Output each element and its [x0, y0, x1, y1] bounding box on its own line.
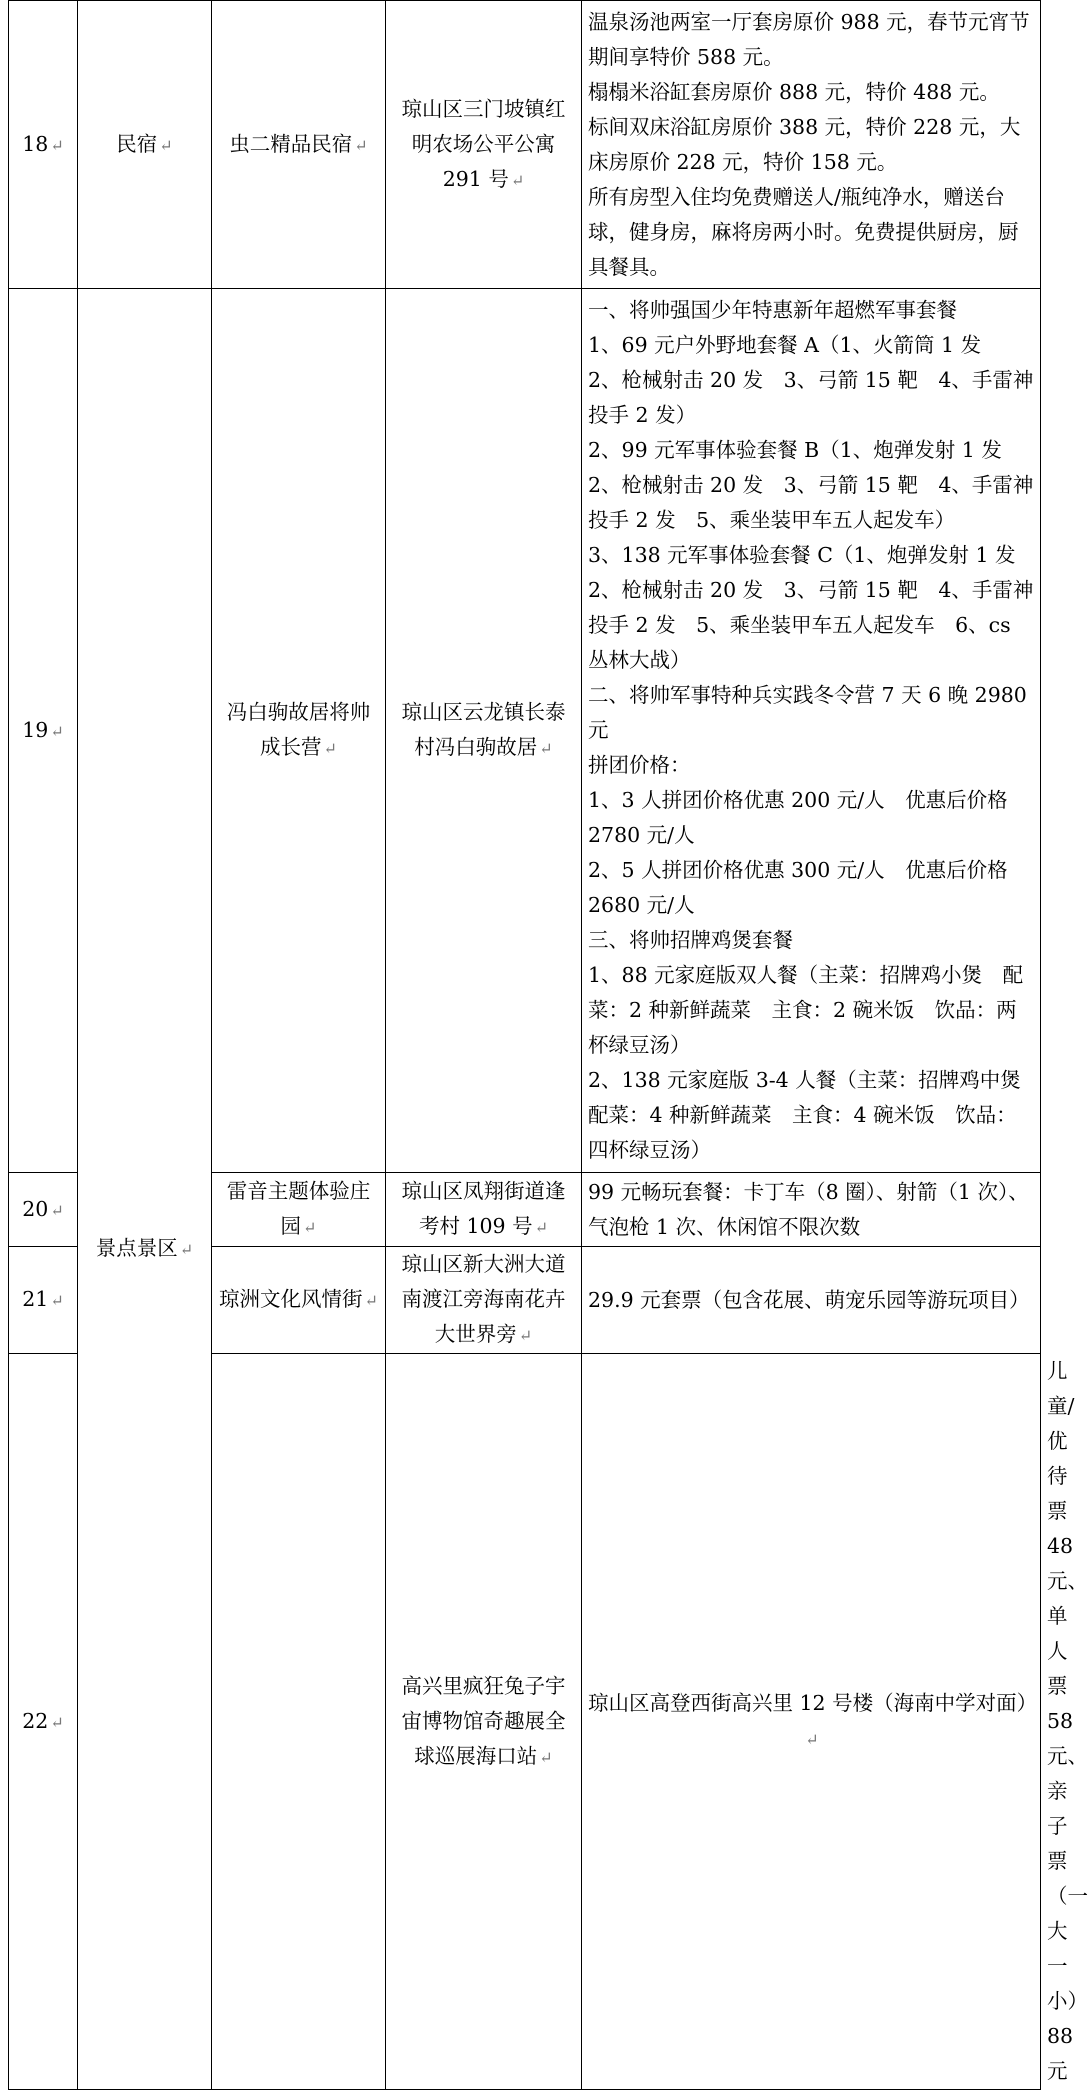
venue-name: 高兴里疯狂兔子宇宙博物馆奇趣展全球巡展海口站	[401, 1673, 566, 1768]
venue-name: 琼洲文化风情街	[219, 1287, 363, 1311]
table-row	[9, 289, 1041, 1173]
row-number: 21 ↵	[9, 1247, 78, 1354]
offer-line: 榻榻米浴缸套房原价 888 元，特价 488 元。	[588, 79, 1000, 104]
address-cell: 琼山区凤翔街道逢考村 109 号 ↵	[386, 1173, 582, 1247]
row-number: 18 ↵	[9, 1, 78, 289]
venue-name-cell: 高兴里疯狂兔子宇宙博物馆奇趣展全球巡展海口站 ↵	[386, 1354, 582, 2090]
offer-line: 一、将帅强国少年特惠新年超燃军事套餐	[588, 298, 957, 322]
offer-line: 1、88 元家庭版双人餐（主菜：招牌鸡小煲 配菜：2 种新鲜蔬菜 主食：2 碗米饭 饮品：两杯绿豆汤）	[588, 963, 1024, 1057]
row-number-text: 18	[22, 131, 49, 156]
offer-line: 2、5 人拼团价格优惠 300 元/人 优惠后价格 2680 元/人	[588, 858, 1008, 917]
row-number-text: 22	[22, 1708, 49, 1733]
address-cell: 琼山区云龙镇长泰村冯白驹故居 ↵	[386, 289, 582, 1173]
row-number-text: 20	[22, 1196, 49, 1221]
category-text: 民宿	[116, 131, 158, 156]
venue-name-cell: 琼洲文化风情街 ↵	[212, 1247, 386, 1354]
offer-line: 1、3 人拼团价格优惠 200 元/人 优惠后价格 2780 元/人	[588, 788, 1008, 847]
address-cell: 琼山区新大洲大道南渡江旁海南花卉大世界旁 ↵	[386, 1247, 582, 1354]
offer-cell	[582, 1247, 1041, 1354]
offer-line: 29.9 元套票（包含花展、萌宠乐园等游玩项目）	[588, 1287, 1030, 1312]
offer-line: 拼团价格：	[588, 753, 691, 777]
table-row	[9, 1, 1041, 289]
promotion-table	[8, 0, 1088, 2090]
category-cell-continued	[212, 1354, 386, 2090]
offer-line: 所有房型入住均免费赠送人/瓶纯净水，赠送台球，健身房，麻将房两小时。免费提供厨房，厨具餐具。	[588, 184, 1019, 279]
category-cell: 景点景区 ↵	[78, 289, 212, 2090]
venue-name-cell: 虫二精品民宿 ↵	[212, 1, 386, 289]
row-number: 19 ↵	[9, 289, 78, 1173]
venue-name-cell: 冯白驹故居将帅成长营 ↵	[212, 289, 386, 1173]
offer-line: 标间双床浴缸房原价 388 元，特价 228 元，大床房原价 228 元，特价 158 元。	[588, 114, 1021, 174]
offer-line: 99 元畅玩套餐：卡丁车（8 圈）、射箭（1 次）、气泡枪 1 次、休闲馆不限次数	[588, 1179, 1029, 1239]
offer-line: 2、99 元军事体验套餐 B（1、炮弹发射 1 发 2、枪械射击 20 发 3、弓箭 15 靶 4、手雷神投手 2 发 5、乘坐装甲车五人起发车）	[588, 438, 1034, 532]
address: 琼山区三门坡镇红明农场公平公寓 291 号	[401, 96, 566, 191]
offer-cell	[582, 1, 1041, 289]
row-number: 20 ↵	[9, 1173, 78, 1247]
venue-name: 雷音主题体验庄园	[226, 1179, 371, 1238]
address: 琼山区凤翔街道逢考村 109 号	[401, 1179, 566, 1238]
venue-name: 虫二精品民宿	[229, 131, 353, 156]
category-cell: 民宿 ↵	[78, 1, 212, 289]
offer-cell	[582, 1173, 1041, 1247]
offer-line: 温泉汤池两室一厅套房原价 988 元，春节元宵节期间享特价 588 元。	[588, 9, 1030, 69]
offer-cell	[582, 289, 1041, 1173]
venue-name: 冯白驹故居将帅成长营	[226, 700, 371, 759]
address: 琼山区新大洲大道南渡江旁海南花卉大世界旁	[401, 1252, 566, 1346]
address: 琼山区云龙镇长泰村冯白驹故居	[401, 700, 566, 759]
venue-name-cell: 雷音主题体验庄园 ↵	[212, 1173, 386, 1247]
address-cell: 琼山区三门坡镇红明农场公平公寓 291 号 ↵	[386, 1, 582, 289]
row-number: 22 ↵	[9, 1354, 78, 2090]
address-cell: 琼山区高登西街高兴里 12 号楼（海南中学对面）↵	[582, 1354, 1041, 2090]
offer-line: 1、69 元户外野地套餐 A（1、火箭筒 1 发 2、枪械射击 20 发 3、弓箭 15 靶 4、手雷神投手 2 发）	[588, 333, 1034, 427]
row-number-text: 21	[22, 1287, 49, 1311]
address: 琼山区高登西街高兴里 12 号楼（海南中学对面）	[588, 1691, 1038, 1715]
offer-line: 三、将帅招牌鸡煲套餐	[588, 928, 793, 952]
category-text: 景点景区	[95, 1236, 178, 1260]
offer-line: 2、138 元家庭版 3-4 人餐（主菜：招牌鸡中煲 配菜：4 种新鲜蔬菜 主食：4 碗米饭 饮品：四杯绿豆汤）	[588, 1068, 1042, 1162]
row-number-text: 19	[22, 717, 49, 742]
offer-line: 二、将帅军事特种兵实践冬令营 7 天 6 晚 2980 元	[588, 683, 1027, 742]
offer-line: 3、138 元军事体验套餐 C（1、炮弹发射 1 发 2、枪械射击 20 发 3、弓箭 15 靶 4、手雷神投手 2 发 5、乘坐装甲车五人起发车 6、cs 丛林大战）	[588, 543, 1037, 672]
table-row: 22 ↵ 高兴里疯狂兔子宇宙博物馆奇趣展全球巡展海口站 ↵ 琼山区高登西街高兴里 12 号楼（海南中学对面）↵ 儿童/优待票 48 元、单人票 58 元、亲子票（一大一小）88 元	[9, 1354, 1041, 2090]
